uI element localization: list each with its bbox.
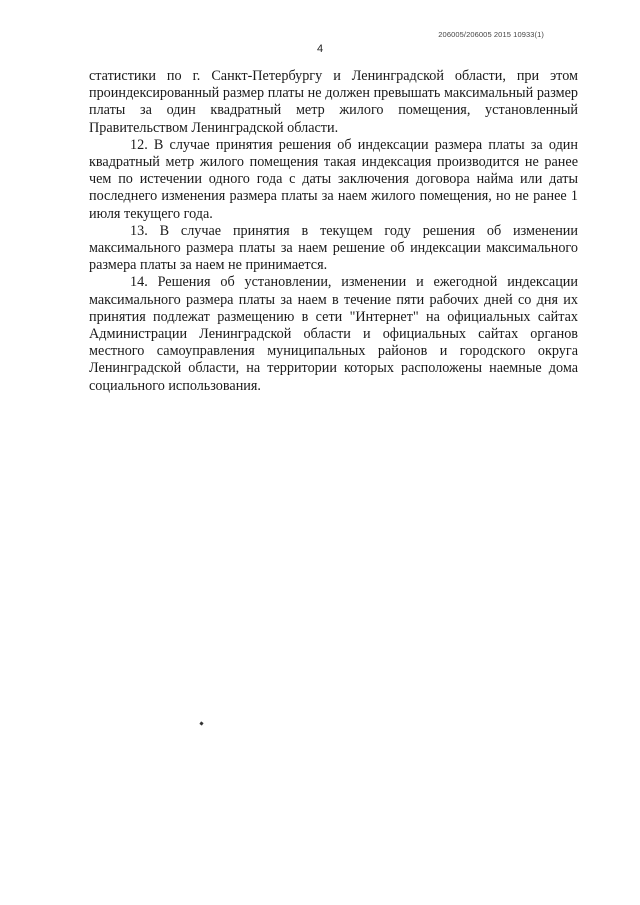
paragraph-12: 12. В случае принятия решения об индексации размера платы за один квадратный метр жилого помещения такая индексация производится не ранее чем по истечении одного года с даты заключения договора найма или даты последнего изменения размера платы за наем жилого помещения, но не ранее 1 июля текущего года. [89,136,578,222]
document-id: 206005/206005 2015 10933(1) [438,30,544,39]
paragraph-13: 13. В случае принятия в текущем году решения об изменении максимального размера платы за наем решение об индексации максимального размера платы за наем не принимается. [89,222,578,274]
paragraph-continuation: статистики по г. Санкт-Петербургу и Ленинградской области, при этом проиндексированный размер платы не должен превышать максимальный размер платы за один квадратный метр жилого помещения, установленный Правительством Ленинградской области. [89,68,578,136]
page-number: 4 [316,43,324,55]
scan-artifact-mark [199,721,203,725]
document-body [89,68,578,395]
paragraph-14: 14. Решения об установлении, изменении и ежегодной индексации максимального размера платы за наем в течение пяти рабочих дней со дня их принятия подлежат размещению в сети "Интернет" на официальных сайтах Администрации Ленинградской области и официальных сайтах органов местного самоуправления муниципальных районов и городского округа Ленинградской области, на территории которых расположены наемные дома социального использования. [89,274,578,394]
